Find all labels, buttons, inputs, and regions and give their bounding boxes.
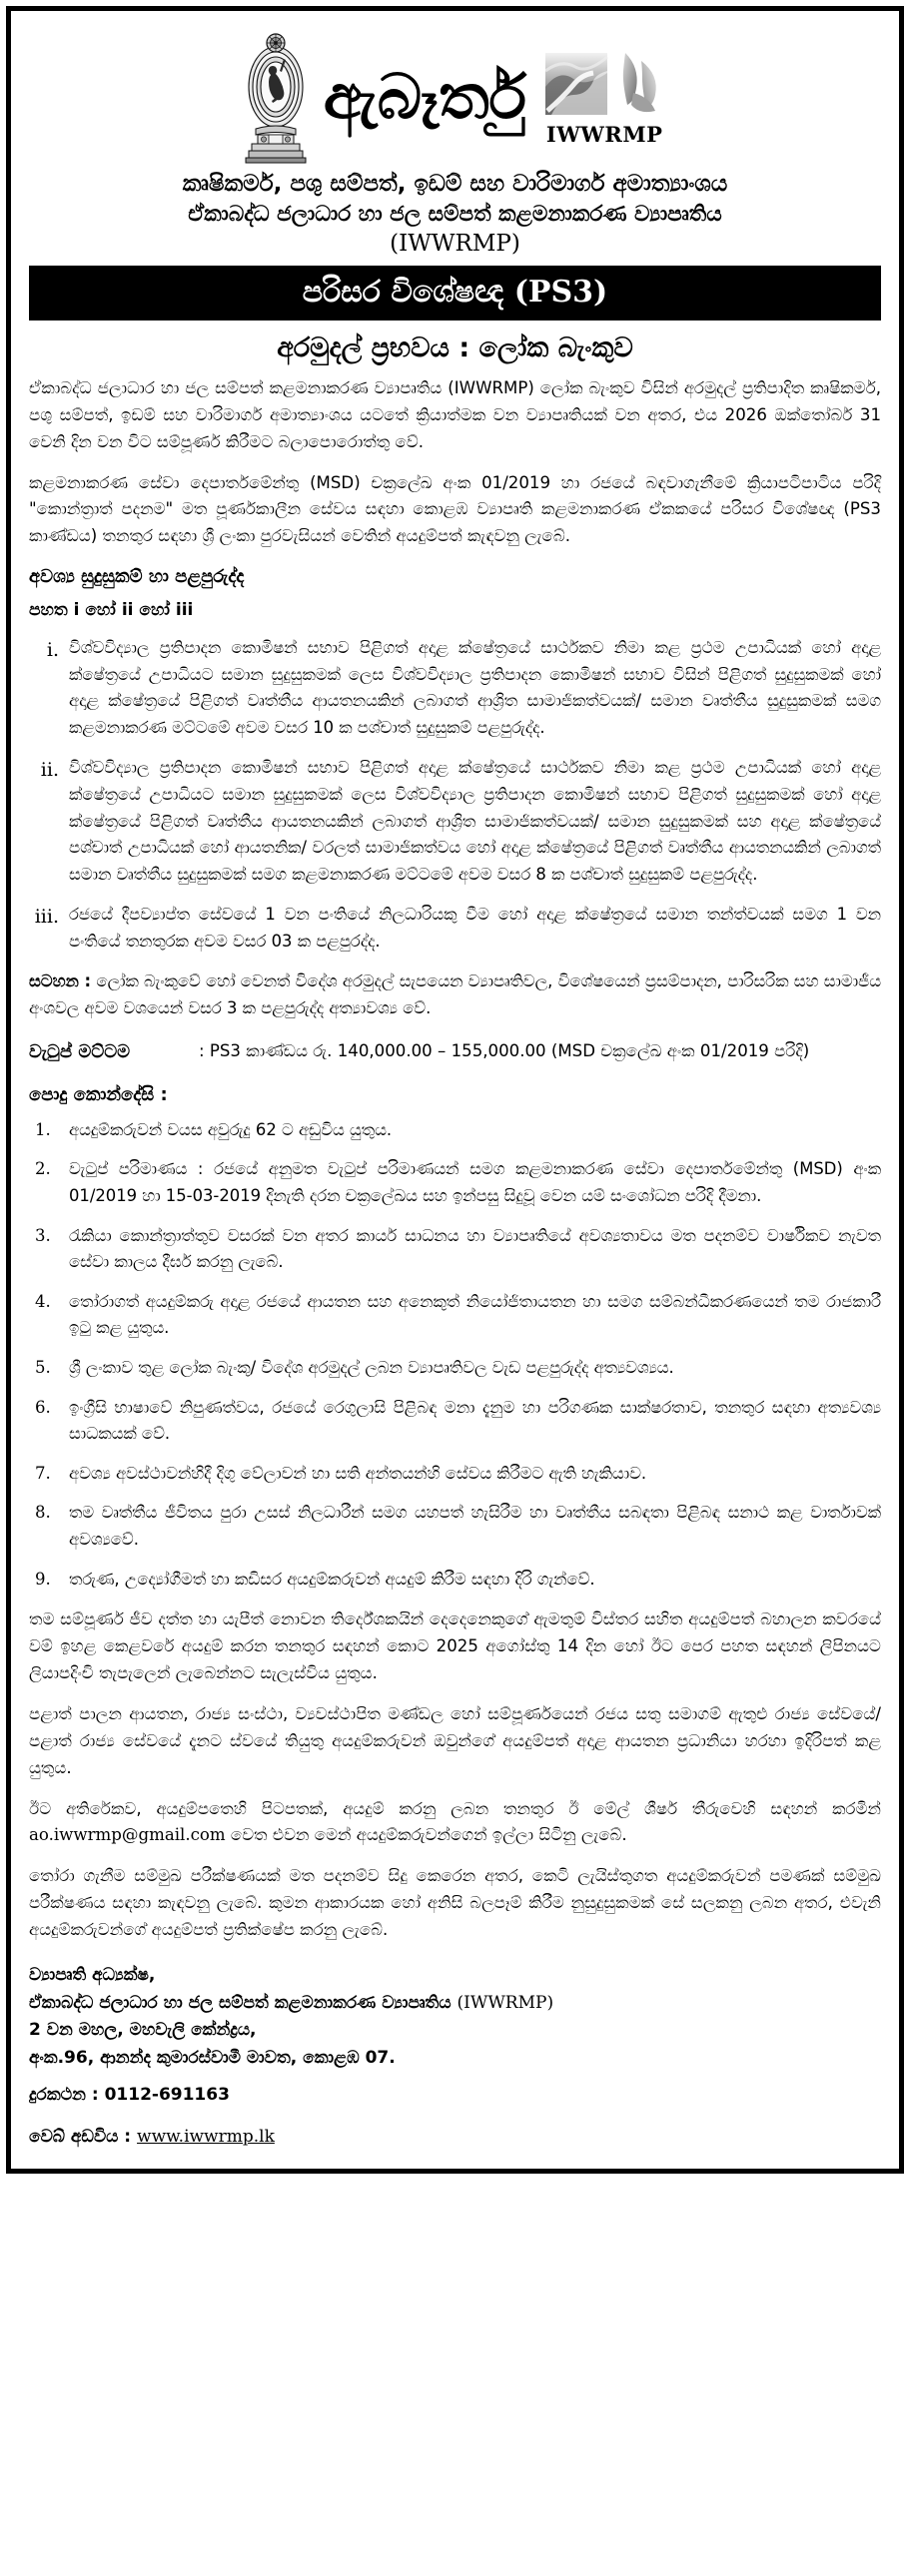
funding-source: අරමුදල් ප්‍රභවය : ලෝක බැංකුව (277, 332, 633, 364)
ministry-name: කෘෂිකර්ම, පශු සම්පත්, ඉඩම් සහ වාරිමාර්ග අමාත්‍යාංශය (182, 171, 728, 197)
list-item (29, 635, 881, 741)
list-item (29, 1117, 881, 1144)
list-marker: 2. (35, 1159, 51, 1179)
list-item (29, 1355, 881, 1382)
post-title: පරිසර විශේෂඥ (302, 275, 504, 311)
project-name: ඒකාබද්ධ ජලාධාර හා ජල සම්පත් කළමනාකරණ ව්‍යාපෘතිය (188, 202, 722, 228)
list-item (29, 1156, 881, 1209)
list-text: ඉංග්‍රීසි භාෂාවේ නිපුණත්වය, රජයේ රෙගුලාසි පිළිබඳ මනා දැනුම හා පරිගණක සාක්ෂරතාව, තනතුර සඳහා අත්‍යවශ්‍ය සාධකයක් වේ. (69, 1397, 881, 1444)
address-line-1: 2 වන මහල, මහවැලි කේන්ද්‍රය, (29, 2020, 257, 2041)
list-text: විශ්වවිද්‍යාල ප්‍රතිපාදන කොමිෂන් සභාව පිළිගත් අදාළ ක්ෂේත්‍රයේ සාර්ථකව නිමා කළ ප්‍රථම උපාධියක් හෝ අදාළ ක්ෂේත්‍රයේ උපාධියට සමාන සුදුසුකමක් ලෙස විශ්වවිද්‍යාල ප්‍රතිපාදන කොමිෂන් සභාව විසින් පිළිගත් සුදුසුකමක් හෝ අදාළ ක්ෂේත්‍රයේ පිළිගත් වෘත්තීය ආයතනයකින් ලබාගත් ආශ්‍රිත සාමාජිකත්වයක්/ සමාන වෘත්තීය සුදුසුකමක් සමග කළමනාකරණ මට්ටමේ අවම වසර 10 ක පශ්චාත් සුදුසුකම් පළපුරුද්ද. (69, 638, 881, 737)
poster-frame (6, 6, 904, 2174)
pedestal-icon (246, 126, 306, 163)
list-marker: 3. (35, 1225, 51, 1245)
salary-value: : PS3 කාණ්ඩය රු. 140,000.00 – 155,000.00 (MSD චක්‍රලේඛ අංක 01/2019 පරිදි) (199, 1040, 810, 1060)
project-acronym: (IWWRMP) (390, 230, 520, 257)
phone-line (29, 2082, 881, 2110)
note-label: සටහන : (29, 971, 92, 991)
list-text: අවශ්‍ය අවස්ථාවන්හිදී දිගු වේලාවන් හා සති අන්තයන්හි සේවය කිරීමට ඇති හැකියාව. (69, 1463, 647, 1483)
application-paragraph-3 (29, 1796, 881, 1850)
intro-paragraph-1: ඒකාබද්ධ ජලාධාර හා ජල සම්පත් කළමනාකරණ ව්‍යාපෘතිය (IWWRMP) ලෝක බැංකුව විසින් අරමුදල් ප්‍රතිපාදිත කෘෂිකර්ම, පශු සම්පත්, ඉඩම් සහ වාරිමාර්ග අමාත්‍යාංශය යටතේ ක්‍රියාත්මක වන ව්‍යාපෘතියක් වන අතර, එය 2026 ඔක්තෝබර් 31 වෙනි දින වන විට සම්පූර්ණ කිරීමට බලාපොරොත්තු වේ. (29, 377, 882, 451)
list-marker: 1. (35, 1119, 51, 1139)
post-title-banner (29, 266, 881, 321)
salary-label: වැටුප් මට්ටම (29, 1040, 131, 1062)
note-text: ලෝක බැංකුවේ හෝ වෙනත් විදේශ අරමුදල් සැපයෙන ව්‍යාපෘතිවල, විශේෂයෙන් ප්‍රසම්පාදන, පාරිසරික සහ සාමාජීය අංශවල අවම වශයෙන් වසර 3 ක පළපුරුද්ද අත්‍යාවශ්‍ය වේ. (29, 971, 881, 1018)
list-text: තෝරාගත් අයදුම්කරු අදාළ රජයේ ආයතන සහ අනෙකුත් නියෝජිතායතන හා සමග සම්බන්ධීකරණයෙන් තම රාජකාරී ඉටු කළ යුතුය. (69, 1291, 881, 1338)
list-text: වැටුප් පරිමාණය : රජයේ අනුමත වැටුප් පරිමාණයන් සමග කළමනාකරණ සේවා දෙපාර්තමේන්තු (MSD) අංක 01/2019 හා 15-03-2019 දිනැති දරන චක්‍රලේඛය සහ ඉන්පසු සිදුවූ වෙන යම් සංශෝධන පරිදි දීමනා. (69, 1159, 881, 1205)
contact-project-acronym: (IWWRMP) (456, 1992, 554, 2013)
list-item (29, 1461, 881, 1488)
email-sentence-prefix: ඊට අතිරේකව, අයදුම්පතෙහි පිටපතක්, අයදුම් කරනු ලබන තනතුර ඊ මේල් ශීර්ෂ තීරුවෙහි සඳහන් කරමින් (29, 1798, 881, 1818)
application-paragraph-1: තම සම්පූර්ණ ජීව දත්ත හා යැපීත් නොවන තිර්දේශකයින් දෙදෙනෙකුගේ ඇමතුම් විස්තර සහිත අයදුම්පත් බහාලන කවරයේ වම් ඉහළ කෙළවරේ අයදුම් කරන තනතුර සඳහන් කොට 2025 අගෝස්තු 14 දින හෝ ඊට පෙර පහත සඳහන් ලිපිනයට ලියාපදිංචි තැපැලෙන් ලැබෙන්නට සැලැස්විය යුතුය. (29, 1610, 881, 1683)
website-link[interactable]: www.iwwrmp.lk (137, 2126, 275, 2147)
list-marker: 7. (35, 1463, 51, 1483)
list-marker: 4. (35, 1291, 51, 1311)
page-title: ඇබෑර්තු (323, 60, 527, 134)
list-item (29, 1500, 881, 1553)
list-marker: 8. (35, 1503, 51, 1523)
contact-project-name: ඒකාබද්ධ ජලාධාර හා ජල සම්පත් කළමනාකරණ ව්‍යාපෘතිය (29, 1992, 452, 2013)
address-line-2: අංක.96, ආනන්ද කුමාරස්වාමී මාවත, කොළඹ 07. (29, 2047, 396, 2068)
list-text: ශ්‍රී ලංකාව තුළ ලෝක බැංකු/ විදේශ අරමුදල් ලබන ව්‍යාපෘතිවල වැඩ පළපුරුද්ද අත්‍යවශ්‍යය. (69, 1357, 674, 1377)
list-item (29, 1395, 881, 1448)
list-item (29, 1223, 881, 1276)
masthead (29, 25, 881, 167)
website-line (29, 2124, 881, 2152)
website-label: වෙබ් අඩවිය : (29, 2126, 138, 2147)
list-marker: iii. (34, 906, 59, 929)
salary-row (29, 1038, 881, 1066)
phone-label: දුරකථන : (29, 2085, 105, 2106)
qualifications-subheading: පහත i හෝ ii හෝ iii (29, 600, 194, 621)
intro-paragraph-2: කළමනාකරණ සේවා දෙපාර්තමේන්තු (MSD) චක්‍රලේඛ අංක 01/2019 හා රජයේ බඳවාගැනීමේ ක්‍රියාපටිපාටිය පරිදි "කොන්ත්‍රාත් පදනම" මත පූර්ණකාලීන සේවය සඳහා කොළඹ ව්‍යාපෘති කළමනාකරණ ඒකකයේ පරිසර විශේෂඥ (PS3 කාණ්ඩය) තනතුර සඳහා ශ්‍රී ලංකා පුරවැසියන් වෙතින් අයදුම්පත් කැඳවනු ලැබේ. (29, 472, 882, 546)
email-sentence-suffix: වෙත එවන මෙන් අයදුම්කරුවන්ගෙන් ඉල්ලා සිටිනු ලැබේ. (225, 1825, 627, 1845)
list-item (29, 755, 881, 888)
conditions-list (29, 1117, 881, 1594)
list-marker: ii. (40, 759, 59, 782)
list-item (29, 1289, 881, 1342)
list-marker: 5. (35, 1357, 51, 1377)
list-marker: 6. (35, 1397, 51, 1417)
application-paragraph-2: පළාත් පාලන ආයතන, රාජ්‍ය සංස්ථා, ව්‍යවස්ථාපිත මණ්ඩල හෝ සම්පූර්ණයෙන් රජය සතු සමාගම් ඇතුළු රාජ්‍ය සේවයේ/ පළාත් රාජ්‍ය සේවයේ දැනට ස්වයේ තියුතු අයදුම්කරුවන් ඔවුන්ගේ අයදුම්පත් අදාළ ආයතන ප්‍රධානියා හරහා ඉදිරිපත් කළ යුතුය. (29, 1703, 881, 1777)
project-director-designation: ව්‍යාපෘති අධ්‍යක්ෂ, (29, 1964, 156, 1985)
list-marker: i. (46, 639, 59, 662)
phone-number[interactable]: 0112-691163 (104, 2085, 230, 2106)
application-paragraph-4: තෝරා ගැනීම සම්මුඛ පරීක්ෂණයක් මත පදනම්ව සිදු කෙරෙන අතර, කෙටි ලැයිස්තුගත අයදුම්කරුවන් පමණක් සම්මුඛ පරීක්ෂණය සඳහා කැඳවනු ලැබේ. කුමන ආකාරයක හෝ අනිසි බලපෑම් කිරීම නුසුදුසුකමක් සේ සලකනු ලබන අතර, එවැනි අයදුම්කරුවන්ගේ අයදුම්පත් ප්‍රතික්ෂේප කරනු ලැබේ. (29, 1866, 881, 1940)
sri-lanka-emblem-icon (242, 29, 310, 165)
list-item (29, 902, 881, 955)
application-email[interactable]: ao.iwwrmp@gmail.com (29, 1825, 226, 1845)
iwwrmp-logo-icon (545, 49, 663, 123)
list-marker: 9. (35, 1569, 51, 1589)
iwwrmp-brand (540, 49, 668, 145)
contact-project-line (29, 1990, 881, 2018)
contact-block (29, 1962, 881, 2151)
list-item (29, 1567, 881, 1594)
list-text: තරුණ, උද්‍යෝගීමත් හා කඩිසර අයදුම්කරුවන් අයදුම් කිරීම සඳහා දිරි ගැන්වේ. (69, 1569, 595, 1589)
brand-acronym: IWWRMP (545, 122, 663, 147)
note-block (29, 968, 881, 1021)
qualifications-heading: අවශ්‍ය සුදුසුකම් හා පළපුරුද්ද (29, 566, 245, 588)
list-text: විශ්වවිද්‍යාල ප්‍රතිපාදන කොමිෂන් සභාව පිළිගත් අදාළ ක්ෂේත්‍රයේ සාර්ථකව නිමා කළ ප්‍රථම උපාධියක් හෝ අදාළ ක්ෂේත්‍රයේ උපාධියට සමාන සුදුසුකමක් ලෙස විශ්වවිද්‍යාල ප්‍රතිපාදන කොමිෂන් සභාව පිළිගත් සුදුසුකමක් හෝ අදාළ ක්ෂේත්‍රයේ පිළිගත් වෘත්තීය ආයතනයකින් ලබාගත් ආශ්‍රිත සාමාජිකත්වයක්/ සමාන සුදුසුකමක් සහ අදාළ ක්ෂේත්‍රයේ පශ්චාත් උපාධියක් හෝ ආයතනික/ වරලත් සාමාජිකත්වය හෝ අදාළ ක්ෂේත්‍රයේ පිළිගත් වෘත්තීය ආයතනයකින් ලබාගත් සමාන වෘත්තීය සුදුසුකමක් සමග කළමනාකරණ මට්ටමේ අවම වසර 8 ක පශ්චාත් සුදුසුකම් පළපුරුද්ද. (69, 758, 881, 884)
dharmachakra-icon (267, 34, 285, 52)
post-code: (PS3) (513, 275, 608, 311)
list-text: රැකියා කොන්ත්‍රාත්තුව වසරක් වන අතර කාර්ය සාධනය හා ව්‍යාපෘතියේ අවශ්‍යතාවය මත පදනම්ව වාර්ෂිකව නැවත සේවා කාලය දීර්ඝ කරනු ලැබේ. (69, 1225, 881, 1272)
conditions-heading: පොදු කොන්දේසි : (29, 1083, 168, 1105)
qualifications-list (29, 635, 881, 955)
list-text: තම වෘත්තීය ජීවිතය පුරා උසස් නිලධාරීන් සමග යහපත් හැසිරීම හා වෘත්තීය සබඳතා පිළිබඳ සනාථ කළ වාර්තාවක් අවශ්‍යවේ. (69, 1503, 881, 1550)
list-text: අයදුම්කරුවන් වයස අවුරුදු 62 ට අඩුවිය යුතුය. (69, 1119, 393, 1139)
list-text: රජයේ දීපව්‍යාප්ත සේවයේ 1 වන පංතියේ නිලධාරියකු වීම හෝ අදාළ ක්ෂේත්‍රයේ සමාන තන්ත්වයක් සමග 1 වන පංතියේ තනතුරක අවම වසර 03 ක පළපුරද්ද. (69, 905, 881, 951)
